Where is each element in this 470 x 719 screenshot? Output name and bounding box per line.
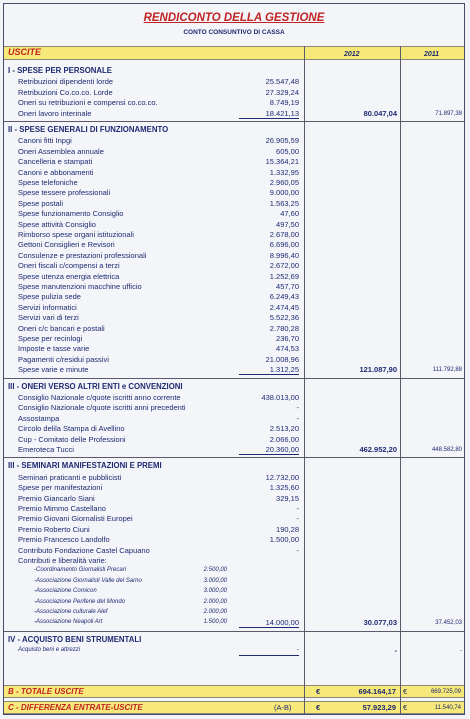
total-uscite-prev: 669.725,09 [430,689,461,695]
item-label: Canoni fitti Inpgi [18,136,72,146]
item-value: 20.360,00 [239,445,299,455]
differenza-prev: 11.540,74 [434,705,461,711]
item-value: 1.252,69 [269,271,299,281]
item-value: 1.332,95 [269,167,299,177]
section-total: - [394,646,397,656]
section-title: II - SPESE GENERALI DI FUNZIONAMENTO [8,125,169,134]
currency-symbol: € [316,703,321,712]
item-value: 25.547,48 [265,77,299,87]
item-label: Pagamenti c/residui passivi [18,354,109,364]
year-2011-header: 2011 [424,51,440,58]
section-prev: 111.792,88 [432,367,462,374]
item-value: 1.563,25 [269,198,299,208]
item-label: Servizi vari di terzi [18,313,79,323]
section-prev: 448.582,80 [431,447,462,453]
item-label: Premio Giovani Giornalisti Europei [18,514,133,524]
section-title: III - SEMINARI MANIFESTAZIONI E PREMI [8,461,162,471]
item-value: 12.732,00 [265,472,299,482]
item-label: Rimborso spese organi istituzionali [18,230,134,239]
item-label: Emeroteca Tucci [18,445,74,454]
item-value: 5.522,36 [269,313,299,323]
item-label: Servizi informatici [18,302,77,312]
item-value: 190,28 [276,524,299,534]
item-value: 21.008,96 [265,354,299,364]
year-2012-header: 2012 [344,51,360,58]
item-value: 2.780,28 [269,323,299,333]
item-value: 605,00 [276,146,299,156]
item-label: Spese pulizia sede [18,292,81,302]
total-uscite-value: 694.164,17 [358,687,396,696]
item-label: Spese varie e minute [18,365,89,375]
item-label: Spese telefoniche [18,178,78,187]
differenza-value: 57.923,29 [362,703,396,712]
item-label: Circolo delila Stampa di Avellino [18,424,125,434]
item-value: 18.421,13 [239,109,299,119]
item-value: 236,70 [276,334,299,343]
item-value: 9.000,00 [269,188,299,198]
item-value: 6.249,43 [269,292,299,302]
contrib-value: 3.000,00 [203,577,227,584]
item-value: 2.513,20 [269,424,299,434]
section-total: 121.087,90 [359,365,397,375]
item-label: Consiglio Nazionale c/quote iscritti anno corrente [18,393,181,402]
section-title: III - ONERI VERSO ALTRI ENTI e CONVENZIONI [8,381,183,391]
contrib-label: -Coordinamento Giornalisti Precari [34,567,127,574]
item-value: 6.696,00 [269,240,299,250]
item-value: - [296,403,299,413]
item-label: Retribuzioni Co.co.co. Lorde [18,87,113,97]
item-label: Premio Roberto Ciuni [18,524,90,534]
contrib-value: 2.500,00 [203,567,227,574]
contrib-label: -Associazione Neapoli Art [34,619,103,626]
item-value: - [239,646,299,656]
report-title: RENDICONTO DELLA GESTIONE [143,12,325,24]
section-divider [4,631,464,632]
item-label: Retribuzioni dipendenti lorde [18,77,114,87]
item-value: 2.672,00 [269,261,299,271]
item-value: 27.329,24 [265,87,299,97]
item-value: - [296,545,299,555]
section-prev: 71.897,38 [435,110,462,117]
contrib-total: 14.000,00 [239,618,299,628]
contrib-value: 3.000,00 [203,588,227,595]
contrib-label: -Associazione Comicon [34,588,97,595]
item-label: Oneri su retribuzioni e compensi co.co.co. [18,98,158,108]
contrib-value: 2.000,00 [203,609,227,615]
item-value: 329,15 [276,493,299,503]
item-label: Contributo Fondazione Castel Capuano [18,545,150,555]
item-value: 47,60 [280,209,299,219]
item-value: 474,53 [276,344,299,354]
item-value: 457,70 [276,282,299,291]
differenza-label: C - DIFFERENZA ENTRATE-USCITE [8,703,143,712]
differenza-formula: (A-B) [274,703,292,712]
item-label: Premio Giancarlo Siani [18,493,95,503]
section-divider [4,378,464,379]
item-label: Oneri lavoro interinale [18,108,92,118]
column-divider [304,46,305,714]
report-subtitle: CONTO CONSUNTIVO DI CASSA [183,29,285,36]
contrib-value: 2.000,00 [203,598,227,605]
item-label: Consulenze e prestazioni professionali [18,250,147,260]
item-value: 497,50 [276,219,299,229]
contrib-label: -Associazione culturale Alef [34,609,108,615]
section-title: I - SPESE PER PERSONALE [8,66,112,75]
item-label: Spese per recinlogi [18,334,83,343]
item-label: Consiglio Nazionale c/quote iscritti anni precedenti [18,403,186,413]
item-value: 8.996,40 [269,250,299,260]
contrib-value: 1.500,00 [203,619,227,626]
item-value: - [296,514,299,524]
item-value: - [296,413,299,423]
section-title: IV - ACQUISTO BENI STRUMENTALI [8,634,142,644]
item-label: Cancelleria e stampati [18,157,93,167]
item-label: Cup - Comitato delle Professioni [18,434,126,444]
item-label: Imposte e tasse varie [18,344,90,354]
contrib-label: -Associazione Giornalisti Valle del Sarno [34,577,142,584]
item-label: Assostampa [18,413,60,423]
item-label: Premio Mimmo Castellano [18,504,106,513]
item-label: Spese attività Consiglio [18,219,96,229]
item-label: Spese per manifestazioni [18,483,103,493]
section-total: 30.077,03 [363,618,397,628]
item-value: 8.749,19 [269,98,299,108]
item-label: Spese tessere professionali [18,188,111,198]
total-uscite-label: B - TOTALE USCITE [8,687,84,696]
section-prev: - [460,648,462,655]
item-value: 1.325,60 [269,483,299,493]
item-label: Premio Francesco Landolfo [18,535,110,545]
report-sheet [3,3,465,715]
item-label: Spese manutenzioni macchine ufficio [18,282,142,291]
currency-symbol: € [403,703,408,712]
section-prev: 37.452,03 [435,620,462,627]
item-label: Seminari praticanti e pubblicisti [18,472,122,482]
item-label: Oneri fiscali c/compensi a terzi [18,261,120,271]
item-label: Oneri c/c bancari e postali [18,323,105,333]
item-value: 15.364,21 [265,157,299,167]
item-value: 2.678,00 [269,230,299,239]
section-total: 80.047,04 [363,108,397,118]
section-divider [4,121,464,122]
item-value: 2.474,45 [269,302,299,312]
currency-symbol: € [403,687,408,696]
item-label: Spese utenza energia elettrica [18,271,120,281]
item-value: 2.960,05 [269,178,299,187]
currency-symbol: € [316,687,321,696]
contrib-label: -Associazione Periferie del Mondo [34,598,126,605]
item-value: 1.500,00 [269,535,299,545]
item-label: Gettoni Consiglieri e Revisori [18,240,115,250]
item-label: Oneri Assemblea annuale [18,146,104,156]
item-value: 438.013,00 [261,393,299,402]
contrib-title: Contributi e liberalità varie: [18,556,107,565]
item-label: Acquisto beni e attrezzi [18,647,81,654]
column-divider [400,46,401,714]
item-label: Canoni e abbonamenti [18,167,94,177]
item-value: - [296,504,299,513]
uscite-header: USCITE [8,47,42,57]
header-band [4,46,464,60]
section-total: 462.952,20 [359,445,397,454]
item-value: 2.066,00 [269,434,299,444]
item-label: Spese postali [18,198,64,208]
item-label: Spese funzionamento Consiglio [18,209,124,219]
item-value: 26.905,59 [265,136,299,146]
item-value: 1.312,25 [239,365,299,375]
section-divider [4,457,464,458]
